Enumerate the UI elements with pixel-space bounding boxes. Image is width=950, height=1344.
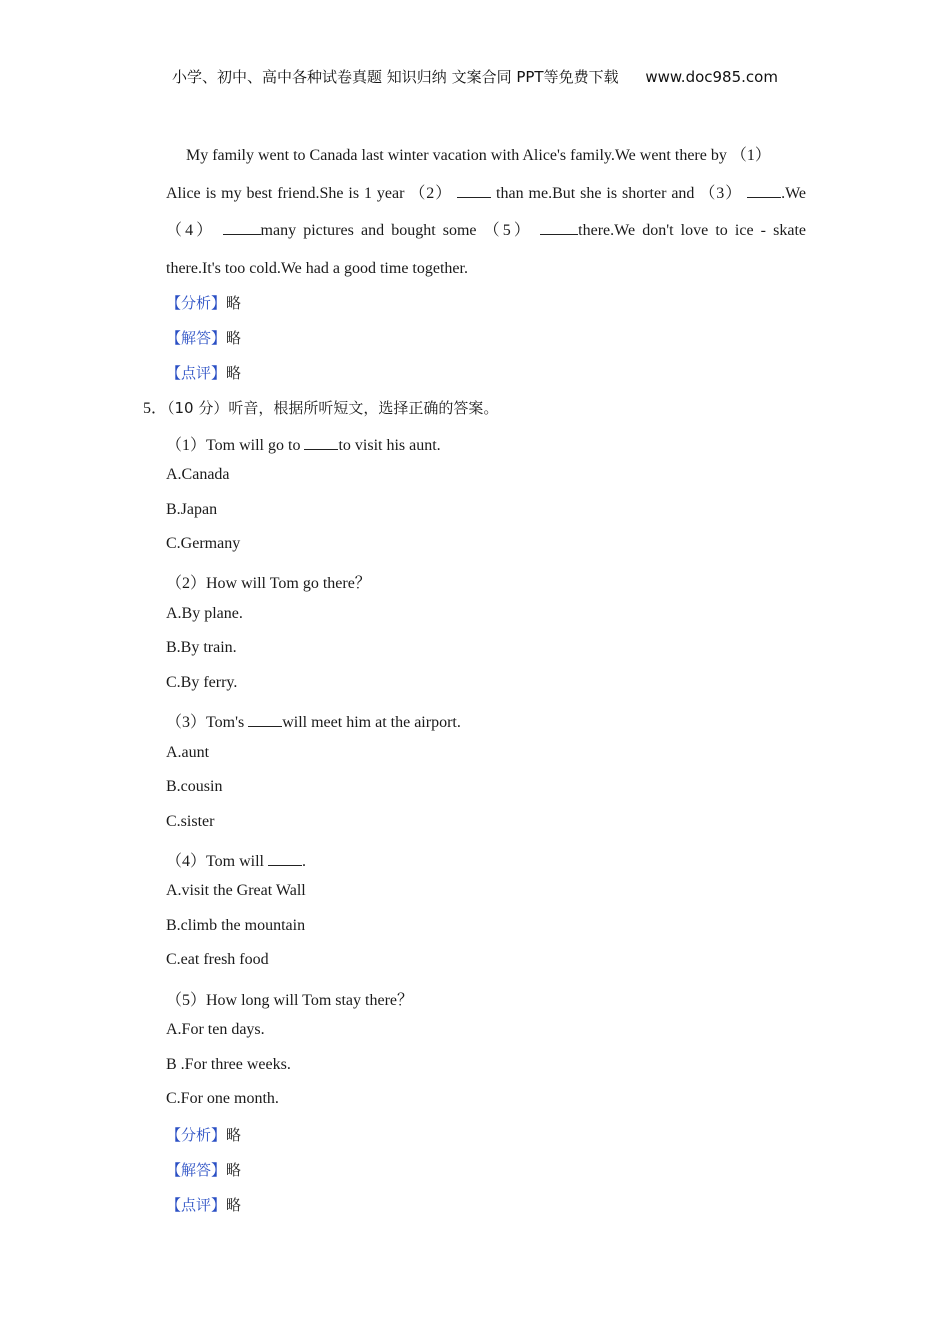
passage-line: there.It's too cold.We had a good time together.: [166, 259, 468, 277]
comment-row: 【点评】略: [166, 1196, 242, 1214]
sub-question-5: （5）How long will Tom stay there？: [166, 992, 414, 1009]
option-b: B.climb the mountain: [166, 917, 306, 934]
option-c: C.Germany: [166, 535, 241, 552]
answer-blank: [304, 435, 338, 450]
option-b: B .For three weeks.: [166, 1056, 291, 1073]
reading-passage: [166, 137, 806, 287]
passage-line: Alice is my best friend.She is 1 year （2） than me.But she is shorter and （3） .We: [166, 184, 807, 202]
option-c: C.eat fresh food: [166, 951, 269, 968]
passage-line: （4） many pictures and bought some （5） there.We don't love to ice - skate: [166, 222, 806, 239]
sub-question-1: （1）Tom will go to to visit his aunt.: [166, 437, 441, 454]
analysis-row: 【分析】略: [166, 1126, 242, 1144]
solution-row: 【解答】略: [166, 1161, 242, 1179]
option-b: B.By train.: [166, 639, 237, 656]
answer-blank: [540, 220, 578, 235]
option-b: B.Japan: [166, 501, 218, 518]
sub-question-4: （4）Tom will .: [166, 853, 306, 870]
passage-line: My family went to Canada last winter vacation with Alice's family.We went there by （1）: [186, 147, 771, 164]
answer-blank: [248, 712, 282, 727]
option-c: C.sister: [166, 813, 215, 830]
option-c: C.By ferry.: [166, 674, 238, 691]
comment-row: 【点评】略: [166, 364, 242, 382]
page-header: [0, 66, 950, 87]
option-a: A.For ten days.: [166, 1021, 265, 1038]
sub-question-3: （3）Tom's will meet him at the airport.: [166, 714, 461, 731]
analysis-row: 【分析】略: [166, 294, 242, 312]
option-a: A.Canada: [166, 466, 230, 483]
option-c: C.For one month.: [166, 1090, 279, 1107]
sub-question-2: （2）How will Tom go there？: [166, 575, 371, 592]
answer-blank: [747, 183, 781, 198]
answer-blank: [268, 851, 302, 866]
option-a: A.By plane.: [166, 605, 243, 622]
option-b: B.cousin: [166, 778, 223, 795]
answer-blank: [223, 220, 261, 235]
option-a: A.visit the Great Wall: [166, 882, 306, 899]
header-site: www.doc985.com: [645, 68, 778, 86]
solution-row: 【解答】略: [166, 329, 242, 347]
option-a: A.aunt: [166, 744, 210, 761]
header-text: 小学、初中、高中各种试卷真题 知识归纳 文案合同 PPT等免费下载: [172, 68, 619, 86]
question-5-heading: 5．（10 分）听音，根据所听短文，选择正确的答案。: [143, 399, 499, 417]
answer-blank: [457, 183, 491, 198]
